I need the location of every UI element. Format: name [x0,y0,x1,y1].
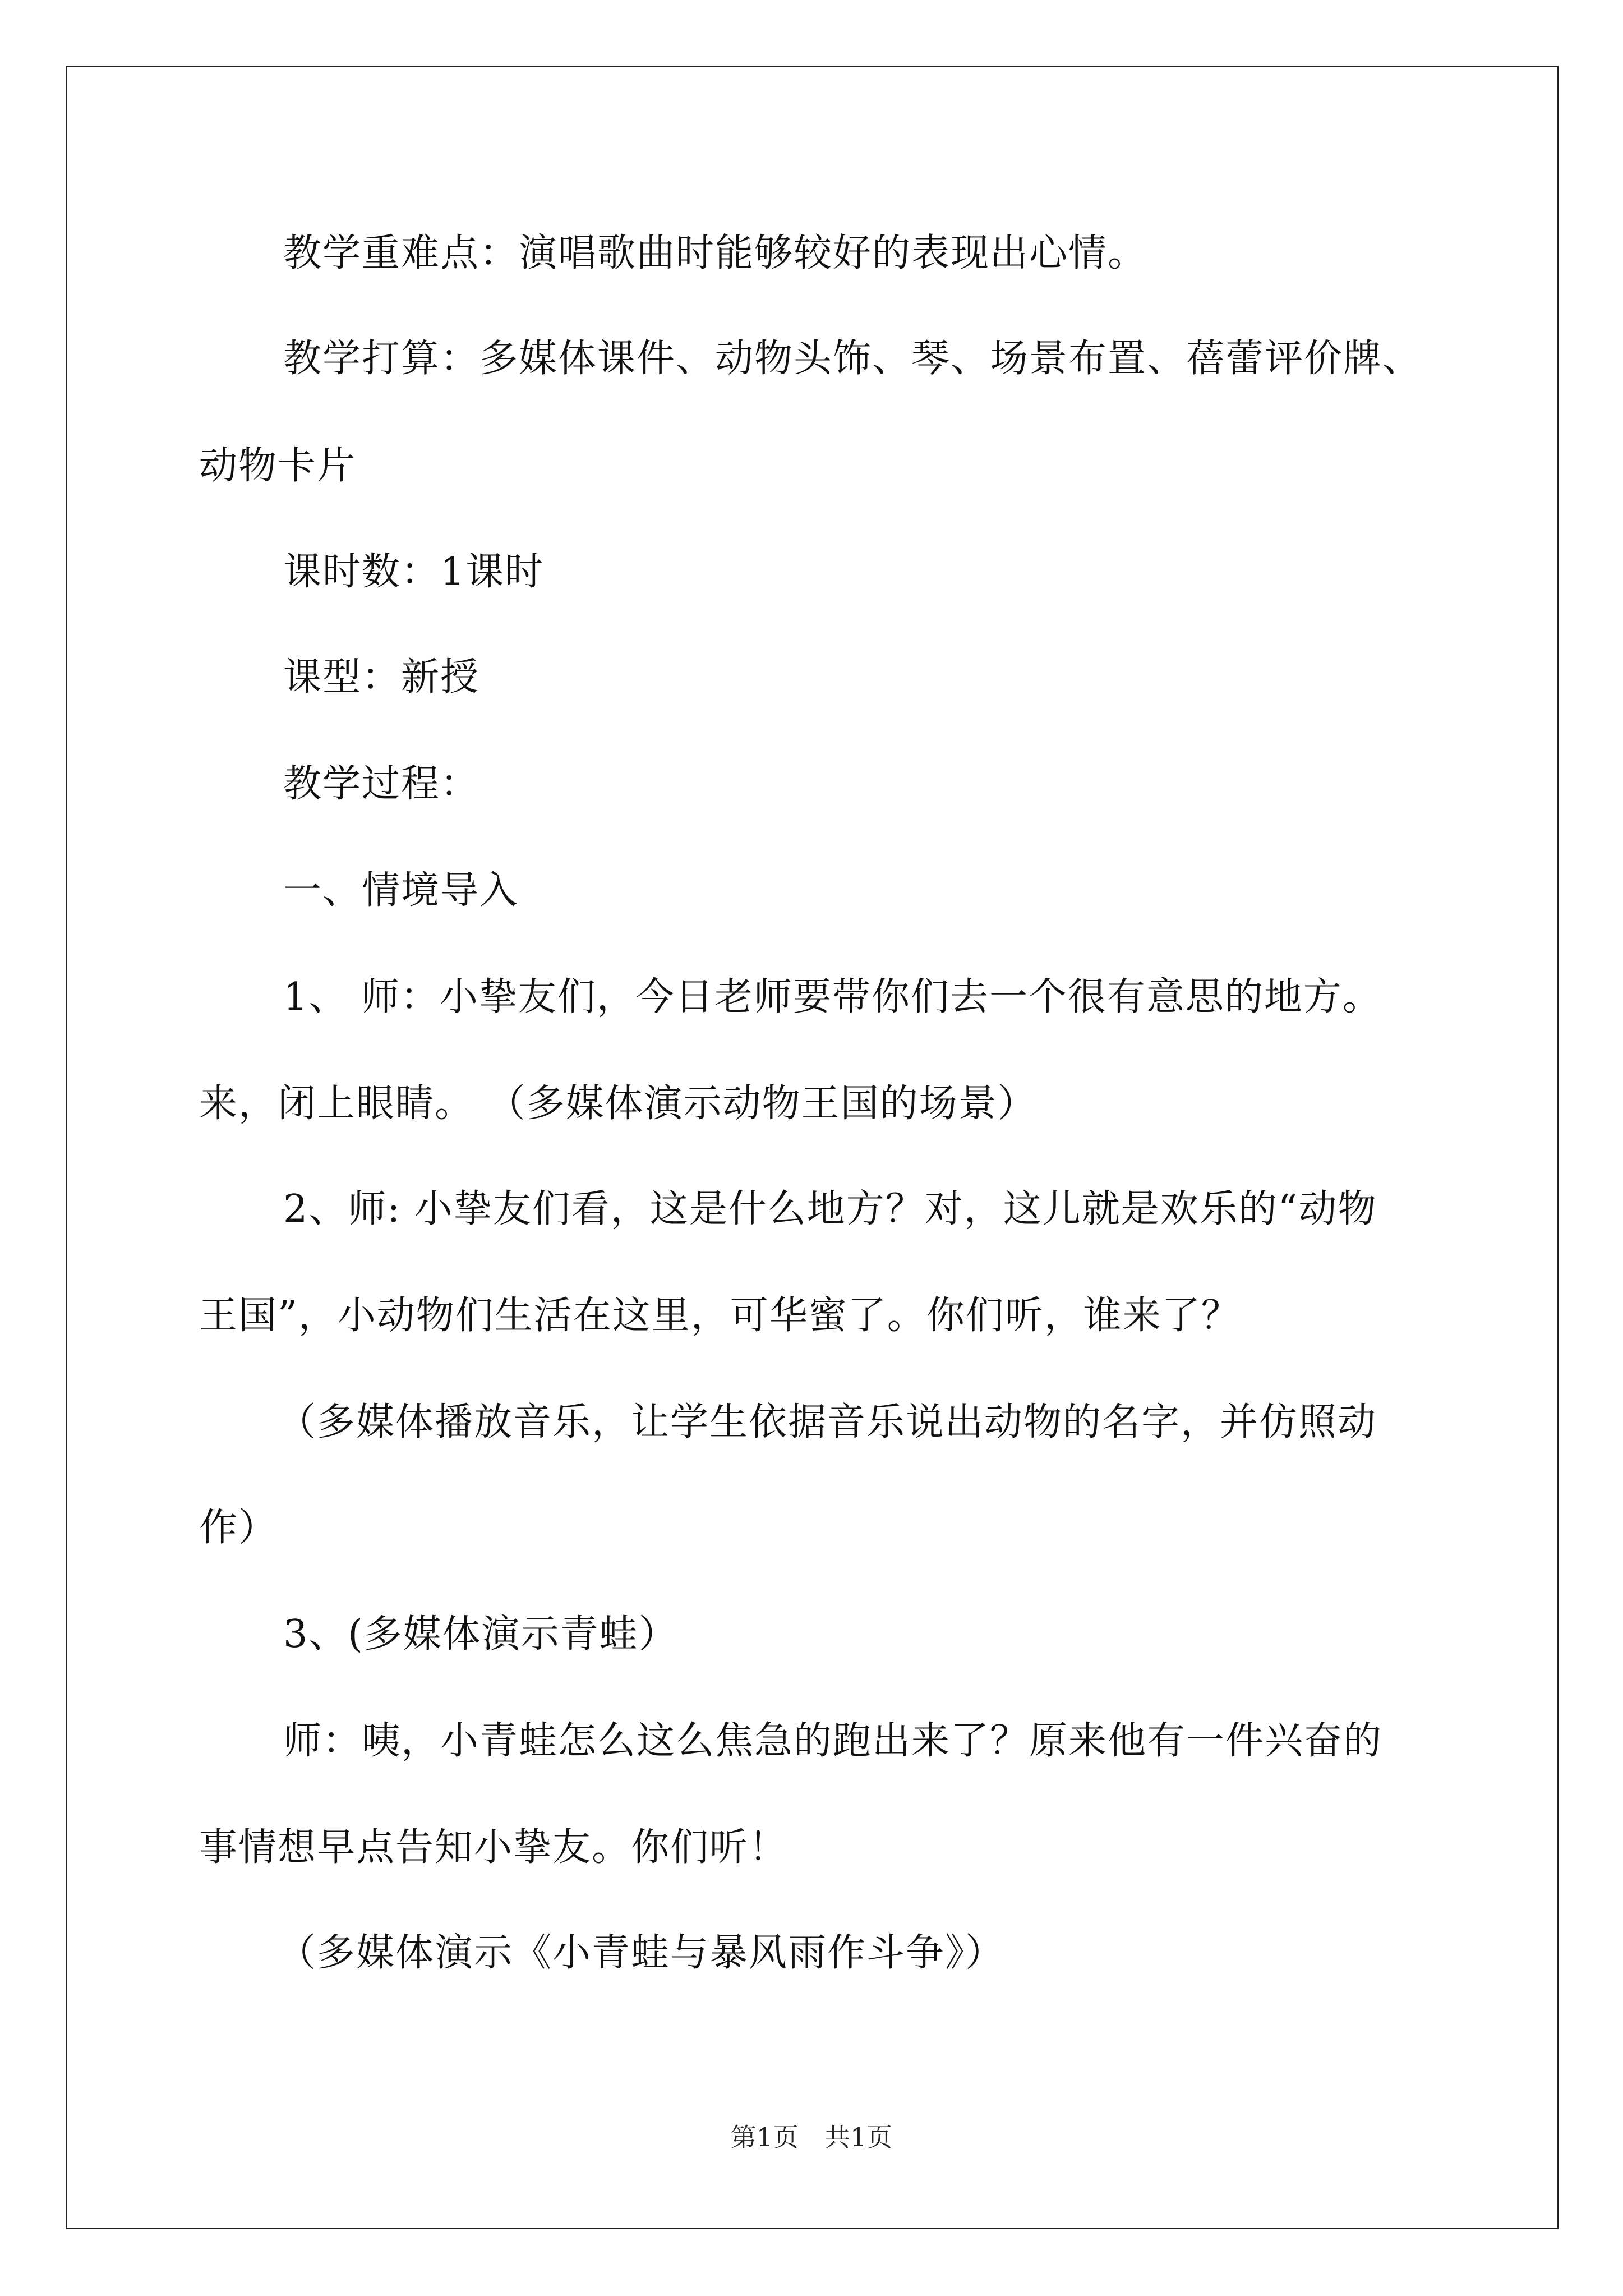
paragraph-lesson-type: 课型：新授 [283,655,480,700]
section-heading-intro: 一、情境导入 [283,868,519,913]
paragraph-process-heading: 教学过程： [283,762,480,806]
paragraph-music-note-cont: 作） [199,1506,278,1550]
paragraph-step-1: 1、 师：小挚友们，今日老师要带你们去一个很有意思的地方。 [283,975,1382,1019]
page-border [66,66,1559,2229]
paragraph-class-hours: 课时数：1课时 [283,550,545,594]
paragraph-step-2-cont: 王国”，小动物们生活在这里，可华蜜了。你们听，谁来了？ [199,1294,1241,1338]
paragraph-key-points: 教学重难点：演唱歌曲时能够较好的表现出心情。 [283,231,1147,275]
paragraph-storm-note: （多媒体演示《小青蛙与暴风雨作斗争》） [278,1931,1005,1975]
paragraph-music-note: （多媒体播放音乐，让学生依据音乐说出动物的名字，并仿照动 [278,1400,1377,1444]
paragraph-preparation-cont: 动物卡片 [199,444,357,488]
paragraph-step-1-cont: 来，闭上眼睛。 （多媒体演示动物王国的场景） [199,1082,1037,1126]
paragraph-teacher-line: 师：咦，小青蛙怎么这么焦急的跑出来了？原来他有一件兴奋的 [283,1719,1383,1763]
paragraph-step-3: 3、(多媒体演示青蛙） [283,1612,678,1657]
page-footer: 第1页 共1页 [730,2122,893,2152]
paragraph-step-2: 2、师: 小挚友们看，这是什么地方？对，这儿就是欢乐的“动物 [283,1187,1377,1231]
paragraph-teacher-line-cont: 事情想早点告知小挚友。你们听！ [199,1825,789,1870]
paragraph-preparation: 教学打算：多媒体课件、动物头饰、琴、场景布置、蓓蕾评价牌、 [283,337,1422,381]
